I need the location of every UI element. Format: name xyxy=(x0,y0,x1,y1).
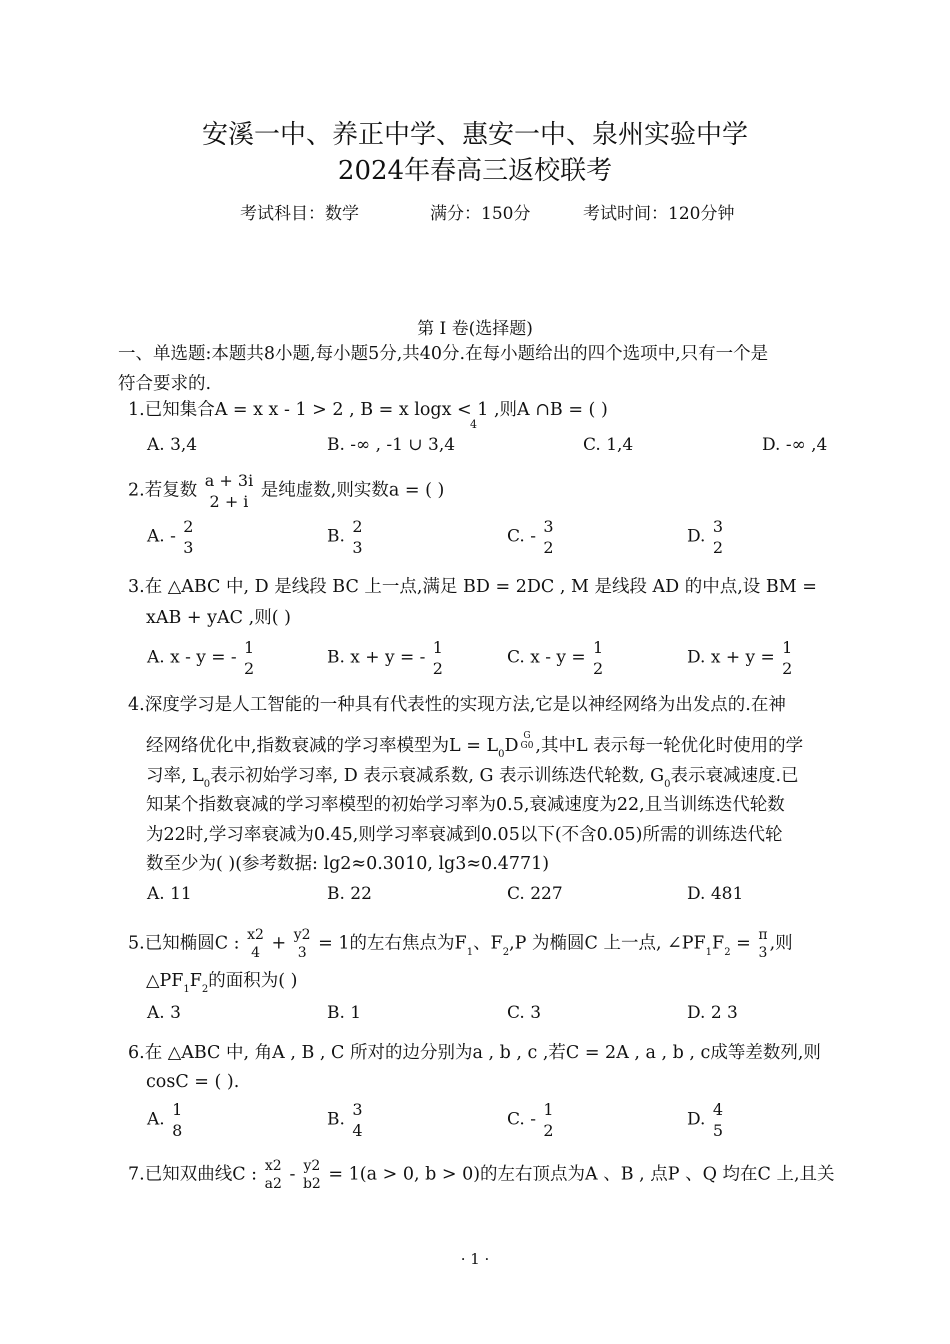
q6-option-b xyxy=(327,1099,365,1141)
q5-plus: + xyxy=(271,933,287,954)
q6-option-c-den: 2 xyxy=(543,1121,554,1140)
q6-option-d xyxy=(687,1099,725,1141)
q2-option-d xyxy=(687,516,725,558)
exam-full-score: 满分：150分 xyxy=(430,204,531,224)
q2-fraction xyxy=(205,470,253,512)
q2-option-d-num: 3 xyxy=(712,517,724,536)
q4-option-c: C. 227 xyxy=(507,884,563,904)
q1-option-a: A. 3,4 xyxy=(147,435,198,455)
q3-option-a-label: A. x - y = - xyxy=(147,647,237,668)
q5-y-num: y2 xyxy=(293,927,311,943)
q4-option-d: D. 481 xyxy=(687,884,744,904)
q3-option-a-den: 2 xyxy=(244,659,255,678)
q5-y-den: 3 xyxy=(297,945,307,961)
q3-line2: xAB + yAC ,则( ) xyxy=(146,608,291,628)
q5-line2-sub2: 2 xyxy=(201,984,209,995)
q6-line2: cosC = ( ). xyxy=(146,1072,240,1092)
q6-option-a xyxy=(147,1099,184,1141)
q1-option-c: C. 1,4 xyxy=(583,435,634,455)
q6-option-d-num: 4 xyxy=(712,1100,724,1119)
q4-line2 xyxy=(146,731,803,764)
q3-option-d-num: 1 xyxy=(782,638,793,657)
q5-x-den: 4 xyxy=(251,945,260,961)
q4-exponent-den: G0 xyxy=(520,741,534,751)
q1-stem xyxy=(128,395,608,425)
q5-option-a: A. 3 xyxy=(147,1003,181,1023)
q5-line2-sub1: 1 xyxy=(183,984,190,995)
q5-sub1: 1 xyxy=(466,946,474,958)
q5-sub2: 2 xyxy=(502,946,510,958)
q5-option-c: C. 3 xyxy=(507,1003,542,1023)
page-number: · 1 · xyxy=(460,1250,490,1268)
q2-fraction-num: a + 3i xyxy=(204,471,254,490)
q3-option-d-den: 2 xyxy=(782,659,793,678)
q2-option-b xyxy=(327,516,365,558)
q6-option-c-num: 1 xyxy=(543,1100,554,1119)
q5-sep: 、F xyxy=(473,933,503,954)
q5-prefix: 5.已知椭圆C : xyxy=(128,933,240,954)
q7-y-num: y2 xyxy=(303,1158,321,1174)
q6-option-c-label: C. - xyxy=(507,1109,536,1130)
q5-option-d: D. 2 3 xyxy=(687,1003,738,1023)
exam-duration: 考试时间：120分钟 xyxy=(583,204,735,224)
q3-option-c-label: C. x - y = xyxy=(507,647,586,668)
q6-option-d-den: 5 xyxy=(712,1121,724,1140)
q4-line3-sub-b: 0 xyxy=(664,779,671,790)
q3-option-b xyxy=(327,637,445,679)
q5-pi-den: 3 xyxy=(758,945,768,961)
q5-end: ,则 xyxy=(769,933,793,954)
exam-title-line1: 安溪一中、养正中学、惠安一中、泉州实验中学 xyxy=(201,120,748,150)
q5-mid2: ,P 为椭圆C 上一点, ∠PF xyxy=(509,933,706,954)
q2-option-a xyxy=(147,516,195,558)
volume-title: 第 I 卷(选择题) xyxy=(417,319,533,339)
q3-line1: 3.在 △ABC 中, D 是线段 BC 上一点,满足 BD = 2DC , M 是线段 AD 的中点,设 BM = xyxy=(128,577,817,597)
q7-minus: - xyxy=(289,1164,296,1185)
q6-option-b-num: 3 xyxy=(352,1100,363,1119)
q3-option-b-den: 2 xyxy=(432,659,443,678)
q5-pi-num: π xyxy=(758,927,768,943)
section-intro-line2: 符合要求的. xyxy=(118,374,212,394)
q3-option-a-num: 1 xyxy=(244,638,255,657)
q2-option-c xyxy=(507,516,556,558)
q4-line3-start: 习率, L xyxy=(146,766,204,786)
q4-line2-end: ,其中L 表示每一轮优化时使用的学 xyxy=(535,736,804,756)
q2-option-d-den: 2 xyxy=(712,538,724,557)
q4-l0-subscript: 0 xyxy=(498,749,505,760)
q3-option-b-num: 1 xyxy=(432,638,443,657)
q5-eq: = xyxy=(736,933,751,954)
q7-x-num: x2 xyxy=(264,1158,282,1174)
q5-line1 xyxy=(128,926,793,962)
q5-line2-end: 的面积为( ) xyxy=(208,971,298,991)
q1-option-d: D. -∞ ,4 xyxy=(762,435,828,455)
q5-f: F xyxy=(712,933,725,954)
q3-option-c-den: 2 xyxy=(593,659,604,678)
q5-line2-f: F xyxy=(189,971,202,991)
q5-mid: = 1的左右焦点为F xyxy=(318,933,467,954)
q2-option-a-num: 2 xyxy=(183,517,194,536)
q3-option-a xyxy=(147,637,256,679)
q7-line1 xyxy=(128,1157,835,1193)
q7-suffix: = 1(a > 0, b > 0)的左右顶点为A 、B , 点P 、Q 均在C 上,且关 xyxy=(328,1164,835,1185)
section-intro-line1: 一、单选题:本题共8小题,每小题5分,共40分.在每小题给出的四个选项中,只有一个是 xyxy=(118,344,769,364)
q4-line5: 为22时,学习率衰减为0.45,则学习率衰减到0.05以下(不含0.05)所需的训练迭代轮 xyxy=(146,825,783,845)
q3-option-c xyxy=(507,637,605,679)
q2-option-b-label: B. xyxy=(327,526,345,547)
q3-option-b-label: B. x + y = - xyxy=(327,647,426,668)
q7-prefix: 7.已知双曲线C : xyxy=(128,1164,258,1185)
q3-option-d xyxy=(687,637,794,679)
q2-suffix: 是纯虚数,则实数a = ( ) xyxy=(260,480,445,501)
q5-line2 xyxy=(146,966,298,999)
exam-title-line2: 2024年春高三返校联考 xyxy=(337,156,613,186)
q6-option-c xyxy=(507,1099,556,1141)
q6-line1: 6.在 △ABC 中, 角A , B , C 所对的边分别为a , b , c ,若C = 2A , a , b , c成等差数列,则 xyxy=(128,1043,821,1063)
q4-line2-start: 经网络优化中,指数衰减的学习率模型为L = L xyxy=(146,736,499,756)
q2-option-a-den: 3 xyxy=(183,538,194,557)
q5-sub1b: 1 xyxy=(705,946,713,958)
q6-option-b-den: 4 xyxy=(352,1121,363,1140)
q2-option-b-den: 3 xyxy=(352,538,363,557)
q4-exponent-num: G xyxy=(523,731,531,741)
q2-option-c-num: 3 xyxy=(543,517,554,536)
exam-subject: 考试科目：数学 xyxy=(240,204,359,224)
q4-line3-end: 表示衰减速度.已 xyxy=(670,766,799,786)
q2-prefix: 2.若复数 xyxy=(128,480,198,501)
q4-decay-base: D xyxy=(504,736,519,756)
q4-option-b: B. 22 xyxy=(327,884,372,904)
q7-x-den: a2 xyxy=(264,1176,282,1192)
q6-option-a-den: 8 xyxy=(172,1121,183,1140)
q2-stem xyxy=(128,470,444,512)
q5-sub2b: 2 xyxy=(724,946,731,958)
q3-option-d-label: D. x + y = xyxy=(687,647,775,668)
q4-line1: 4.深度学习是人工智能的一种具有代表性的实现方法,它是以神经网络为出发点的.在神 xyxy=(128,695,786,715)
q6-option-b-label: B. xyxy=(327,1109,345,1130)
q4-line4: 知某个指数衰减的学习率模型的初始学习率为0.5,衰减速度为22,且当训练迭代轮数 xyxy=(146,795,785,815)
q2-option-a-label: A. - xyxy=(147,526,176,547)
q6-option-a-label: A. xyxy=(147,1109,165,1130)
q2-option-d-label: D. xyxy=(687,526,706,547)
q6-option-d-label: D. xyxy=(687,1109,706,1130)
q3-option-c-num: 1 xyxy=(593,638,604,657)
q4-line6: 数至少为( )(参考数据: lg2≈0.3010, lg3≈0.4771) xyxy=(146,854,550,874)
q4-line3-sub-a: 0 xyxy=(203,779,211,790)
q1-stem-text: 1.已知集合A = x x - 1 > 2 , B = x logx < 1 ,则A ∩B = ( ) xyxy=(128,400,608,420)
q1-log-base: 4 xyxy=(470,418,477,431)
q4-option-a: A. 11 xyxy=(147,884,192,904)
q1-option-b: B. -∞ , -1 ∪ 3,4 xyxy=(327,435,456,455)
q2-option-c-label: C. - xyxy=(507,526,536,547)
q2-fraction-den: 2 + i xyxy=(209,492,249,511)
q4-line3-mid: 表示初始学习率, D 表示衰减系数, G 表示训练迭代轮数, G xyxy=(210,766,665,786)
q5-option-b: B. 1 xyxy=(327,1003,362,1023)
q7-y-den: b2 xyxy=(302,1176,321,1192)
q2-option-c-den: 2 xyxy=(543,538,554,557)
q6-option-a-num: 1 xyxy=(172,1100,183,1119)
q5-line2-start: △PF xyxy=(146,971,184,991)
q2-option-b-num: 2 xyxy=(352,517,363,536)
q5-x-num: x2 xyxy=(247,927,264,943)
